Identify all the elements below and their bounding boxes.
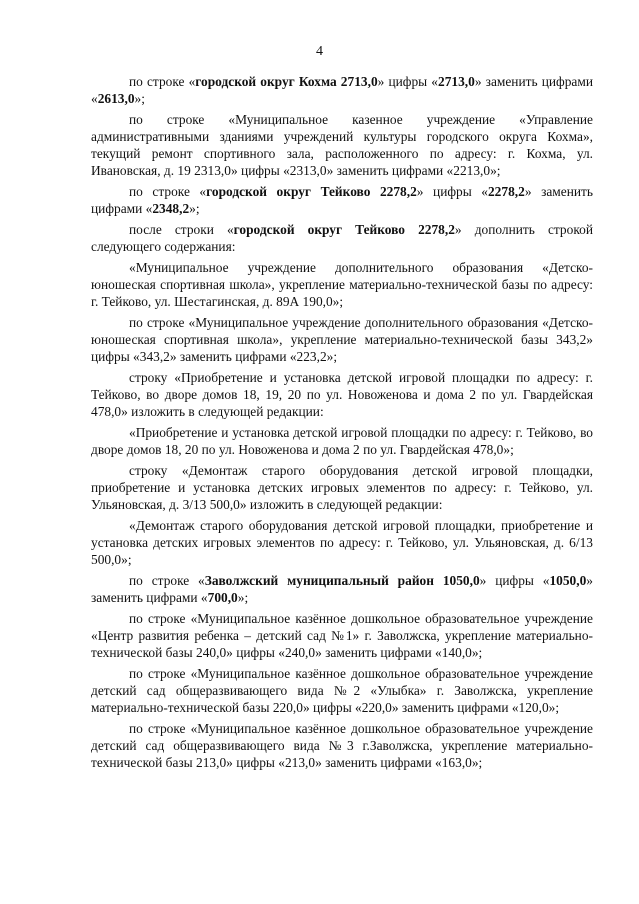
text-run: после строки « bbox=[129, 222, 234, 237]
text-run: по строке « bbox=[129, 573, 205, 588]
paragraph bbox=[91, 259, 593, 310]
text-run: » заменить цифрами « bbox=[91, 184, 594, 216]
paragraph bbox=[91, 221, 593, 255]
paragraph bbox=[91, 314, 593, 365]
paragraph bbox=[91, 73, 593, 107]
bold-text-run: 700,0 bbox=[207, 590, 238, 605]
text-run: «Муниципальное учреждение дополнительного образования «Детско-юношеская спортивная школа», укрепление материально-технической базы по адресу: г. Тейково, ул. Шестагинская, д. 89А 190,0»; bbox=[91, 260, 593, 309]
text-run: строку «Демонтаж старого оборудования детской игровой площадки, приобретение и установка детских игровых элементов по адресу: г. Тейково, ул. Ульяновская, д. 3/13 500,0» изложить в следующей редакции: bbox=[91, 463, 593, 512]
bold-text-run: 2278,2 bbox=[487, 184, 525, 199]
paragraph bbox=[91, 665, 593, 716]
text-run: » цифры « bbox=[416, 184, 488, 199]
text-run: по строке «Муниципальное казённое дошкольное образовательное учреждение детский сад общеразвивающего вида №3 г.Заволжска, укрепление материально-технической базы 213,0» цифры «213,0» заменить цифрами «163,0»; bbox=[91, 721, 593, 770]
text-run: строку «Приобретение и установка детской игровой площадки по адресу: г. Тейково, во дворе домов 18, 19, 20 по ул. Новоженова и дома 2 по ул. Гвардейская 478,0» изложить в следующей редакции: bbox=[91, 370, 593, 419]
text-run: «Приобретение и установка детской игровой площадки по адресу: г. Тейково, во дворе домов 18, 20 по ул. Новоженова и дома 2 по ул. Гвардейская 478,0»; bbox=[91, 425, 593, 457]
text-run: по строке «Муниципальное казённое дошкольное образовательное учреждение «Центр развития ребенка – детский сад №1» г. Заволжска, укрепление материально-технической базы 240,0» цифры «240,0» заменить цифрами «140,0»; bbox=[91, 611, 593, 660]
text-run: » заменить цифрами « bbox=[91, 74, 594, 106]
paragraph bbox=[91, 462, 593, 513]
text-run: »; bbox=[237, 590, 249, 605]
text-run: »; bbox=[134, 91, 145, 106]
bold-text-run: городской округ Тейково 2278,2 bbox=[233, 222, 455, 237]
text-run: по строке «Муниципальное учреждение дополнительного образования «Детско-юношеская спортивная школа», укрепление материально-технической базы 343,2» цифры «343,2» заменить цифрами «223,2»; bbox=[91, 315, 593, 364]
paragraph bbox=[91, 720, 593, 771]
bold-text-run: городской округ Кохма 2713,0 bbox=[195, 74, 378, 89]
paragraph bbox=[91, 517, 593, 568]
text-run: » цифры « bbox=[377, 74, 438, 89]
text-run: по строке « bbox=[129, 184, 207, 199]
bold-text-run: 2348,2 bbox=[152, 201, 190, 216]
text-run: » цифры « bbox=[479, 573, 550, 588]
bold-text-run: 2613,0 bbox=[97, 91, 135, 106]
text-run: по строке «Муниципальное казённое дошкольное образовательное учреждение детский сад общеразвивающего вида №2 «Улыбка» г. Заволжска, укрепление материально-технической базы 220,0» цифры «220,0» заменить цифрами «120,0»; bbox=[91, 666, 593, 715]
paragraph bbox=[91, 369, 593, 420]
text-run: » дополнить строкой следующего содержания: bbox=[91, 222, 594, 254]
paragraph bbox=[91, 572, 593, 606]
text-run: »; bbox=[189, 201, 200, 216]
bold-text-run: 2713,0 bbox=[438, 74, 475, 89]
text-run: по строке «Муниципальное казенное учреждение «Управление административными зданиями учреждений культуры городского округа Кохма», текущий ремонт спортивного зала, расположенного по адресу: г. Кохма, ул. Ивановская, д. 19 2313,0» цифры «2313,0» заменить цифрами «2213,0»; bbox=[91, 112, 593, 178]
text-run: «Демонтаж старого оборудования детской игровой площадки, приобретение и установка детских игровых элементов по адресу: г. Тейково, ул. Ульяновская, д. 6/13 500,0»; bbox=[91, 518, 593, 567]
paragraph bbox=[91, 183, 593, 217]
text-run: по строке « bbox=[129, 74, 196, 89]
text-run: » заменить цифрами « bbox=[91, 573, 593, 605]
paragraph bbox=[91, 424, 593, 458]
bold-text-run: 1050,0 bbox=[549, 573, 587, 588]
page-number: 4 bbox=[316, 44, 323, 59]
document-body bbox=[91, 73, 593, 775]
bold-text-run: городской округ Тейково 2278,2 bbox=[206, 184, 417, 199]
bold-text-run: Заволжский муниципальный район 1050,0 bbox=[204, 573, 480, 588]
paragraph bbox=[91, 610, 593, 661]
paragraph bbox=[91, 111, 593, 179]
